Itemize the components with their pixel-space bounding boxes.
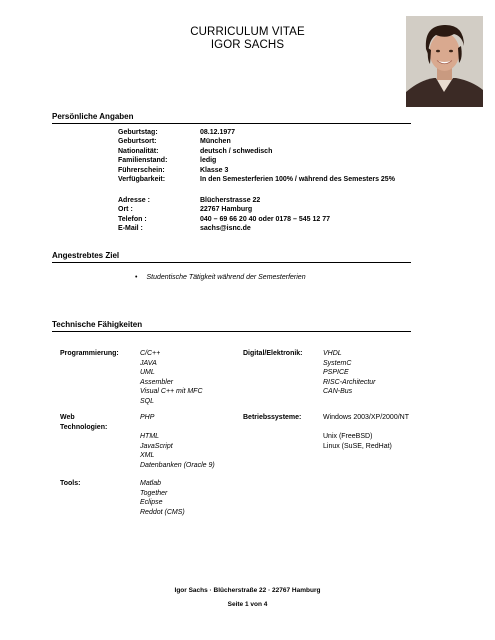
- footer-address: Igor Sachs · Blücherstraße 22 · 22767 Hamburg: [174, 587, 321, 594]
- skill-list-os: [323, 413, 409, 451]
- skill-item: PHP: [140, 414, 155, 421]
- personal-label: Verfügbarkeit:: [118, 176, 166, 184]
- skill-item: SQL: [140, 397, 155, 405]
- skill-list-tools: [140, 479, 185, 517]
- footer-page-number: Seite 1 von 4: [227, 601, 268, 608]
- personal-value: In den Semesterferien 100% / während des Semesters 25%: [200, 176, 395, 184]
- skill-label-digital: Digital/Elektronik:: [243, 350, 303, 357]
- contact-details: [118, 196, 330, 234]
- skill-label-web: Web Technologien:: [60, 414, 108, 431]
- skill-item: PSPICE: [323, 369, 349, 376]
- skill-label-tools: Tools:: [60, 480, 81, 487]
- skill-item: JAVA: [140, 359, 157, 367]
- personal-label: Familienstand:: [118, 157, 168, 165]
- personal-label: Nationalität:: [118, 147, 159, 155]
- skill-item: C/C++: [140, 350, 161, 357]
- section-header-personal: Persönliche Angaben: [52, 112, 411, 124]
- contact-label: E-Mail :: [118, 225, 143, 233]
- personal-row: [118, 137, 395, 146]
- contact-row: [118, 196, 330, 205]
- title-line-2: IGOR SACHS: [210, 39, 285, 51]
- contact-value: Blücherstrasse 22: [200, 197, 261, 204]
- skill-label-programming: Programmierung:: [60, 350, 119, 357]
- personal-details: [118, 128, 395, 184]
- skill-item: XML: [140, 452, 155, 459]
- skill-list-programming: [140, 349, 203, 406]
- personal-row: [118, 128, 395, 137]
- portrait-photo: [406, 16, 483, 107]
- skill-item: Datenbanken (Oracle 9): [140, 461, 215, 469]
- title-line-1: CURRICULUM VITAE: [190, 26, 305, 38]
- skill-label-os: Betriebssysteme:: [243, 414, 302, 421]
- contact-label: Ort :: [118, 206, 133, 214]
- bullet-icon: •: [135, 274, 138, 281]
- contact-row: [118, 205, 330, 214]
- skill-item: SystemC: [323, 359, 352, 367]
- section-header-skills: Technische Fähigkeiten: [52, 320, 411, 332]
- goal-list-item: [135, 274, 306, 281]
- personal-value: 08.12.1977: [200, 129, 236, 136]
- skill-item: Eclipse: [140, 499, 163, 506]
- skill-item: RISC-Architectur: [323, 378, 376, 386]
- skill-item: CAN-Bus: [323, 388, 353, 395]
- skill-item: Unix (FreeBSD): [323, 433, 373, 440]
- personal-value: München: [200, 138, 231, 146]
- skill-item: Visual C++ mit MFC: [140, 388, 203, 395]
- skill-item: HTML: [140, 433, 160, 440]
- skill-item: Reddot (CMS): [140, 508, 185, 516]
- skill-item: UML: [140, 369, 155, 376]
- skill-item: Linux (SuSE, RedHat): [323, 442, 392, 450]
- contact-row: [118, 215, 330, 224]
- skill-item: JavaScript: [140, 442, 173, 450]
- personal-value: Klasse 3: [200, 166, 229, 174]
- contact-label: Telefon :: [118, 215, 147, 223]
- email-value: sachs@isnc.de: [200, 225, 251, 233]
- section-header-goal: Angestrebtes Ziel: [52, 251, 411, 263]
- skill-item: Matlab: [140, 480, 162, 487]
- contact-row: [118, 224, 330, 233]
- personal-label: Geburtsort:: [118, 138, 157, 146]
- contact-value: 040 – 69 66 20 40 oder 0178 – 545 12 77: [200, 215, 330, 223]
- personal-row: [118, 156, 395, 165]
- personal-row: [118, 166, 395, 175]
- contact-label: Adresse :: [118, 197, 150, 204]
- personal-label: Führerschein:: [118, 166, 165, 174]
- skill-item: VHDL: [323, 350, 342, 357]
- skill-item: Together: [140, 489, 168, 497]
- personal-row: [118, 175, 395, 184]
- personal-row: [118, 147, 395, 156]
- skill-item: Windows 2003/XP/2000/NT: [323, 414, 409, 421]
- personal-label: Geburtstag:: [118, 129, 158, 136]
- personal-value: deutsch / schwedisch: [200, 147, 273, 155]
- contact-value: 22767 Hamburg: [200, 206, 253, 214]
- personal-value: ledig: [200, 157, 217, 165]
- skill-item: Assembler: [140, 378, 174, 386]
- skill-list-digital: [323, 349, 376, 397]
- skill-list-web: [140, 413, 215, 470]
- goal-text: Studentische Tätigkeit während der Semesterferien: [146, 274, 306, 281]
